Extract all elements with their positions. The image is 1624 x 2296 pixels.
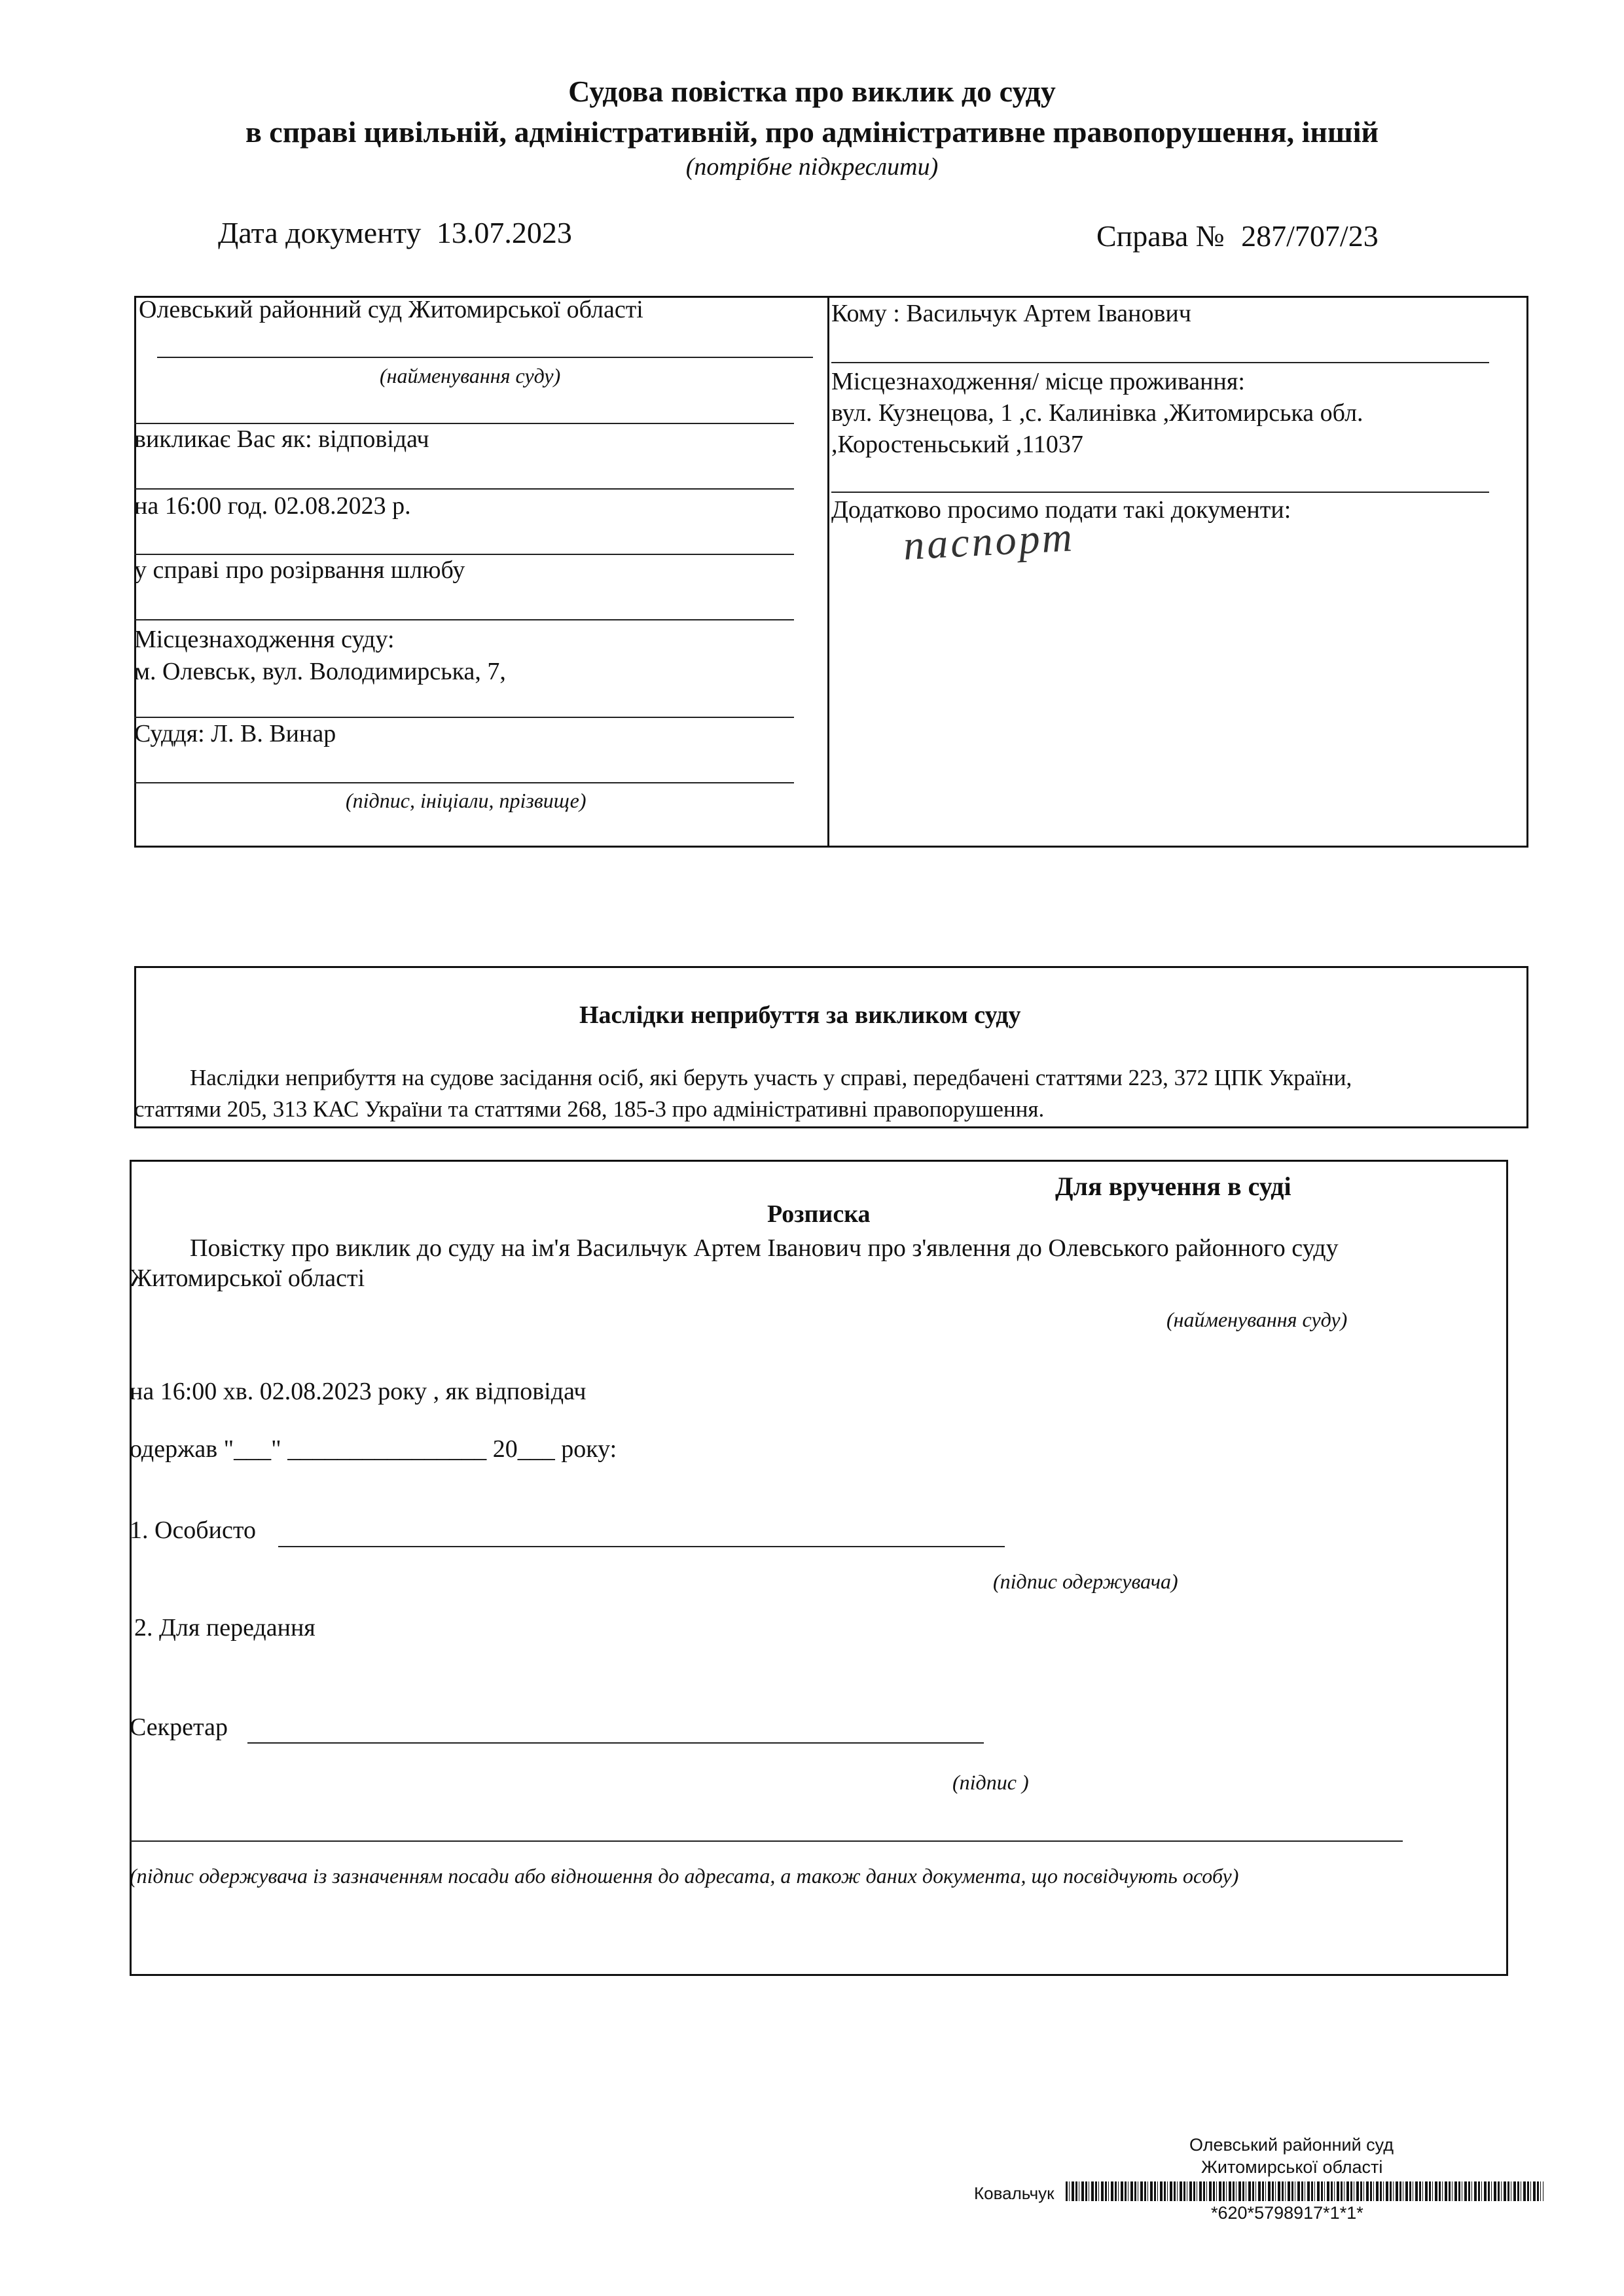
address-label: Місцезнаходження/ місце проживання: [831,368,1245,395]
receipt-line1: Повістку про виклик до суду на ім'я Васильчук Артем Іванович про з'явлення до Олевського районного суду [190,1234,1339,1262]
judge-underline [134,782,794,783]
receipt-court-caption: (найменування суду) [1166,1308,1348,1331]
title-note: (потрібне підкреслити) [685,153,939,181]
consequences-line2: статтями 205, 313 КАС України та статтями 268, 185-3 про адміністративні правопорушення. [134,1096,1045,1122]
court-caption: (найменування суду) [380,364,561,387]
judge-caption: (підпис, ініціали, прізвище) [346,789,586,812]
delivery-note: Для вручення в суді [1055,1172,1291,1201]
case-number [1096,219,1379,254]
case-subject: у справі про розірвання шлюбу [134,556,465,584]
extra-docs-label: Додатково просимо подати такі документи: [831,496,1291,524]
personally-label: 1. Особисто [130,1516,256,1544]
time-underline [134,554,794,555]
receipt-title: Розписка [767,1200,871,1228]
summons-as: викликає Вас як: відповідач [134,425,429,453]
document-title-line1: Судова повістка про виклик до суду [568,75,1056,108]
footer-signature-line[interactable] [130,1840,1403,1842]
received-line: одержав "___" ________________ 20___ року: [130,1435,617,1463]
summons-underline [134,488,794,490]
transfer-label: 2. Для передання [134,1614,316,1641]
hearing-time: на 16:00 год. 02.08.2023 р. [134,492,411,520]
consequences-title: Наслідки неприбуття за викликом суду [579,1001,1021,1029]
court-name-underline [157,357,813,358]
judge: Суддя: Л. В. Винар [134,720,336,747]
document-title-line2: в справі цивільній, адміністративній, про адміністративне правопорушення, іншій [245,115,1379,149]
receipt-time-line: на 16:00 хв. 02.08.2023 року , як відповідач [130,1378,586,1405]
address-line1: вул. Кузнецова, 1 ,с. Калинівка ,Житомирська обл. [831,399,1363,427]
personally-signature-line[interactable] [278,1546,1005,1547]
court-location-label: Місцезнаходження суду: [134,626,395,653]
clerk-name: Ковальчук [974,2183,1055,2203]
handwritten-note: паспорт [902,513,1076,569]
address-line2: ,Коростеньський ,11037 [831,431,1083,458]
location-underline [134,717,794,718]
recipient-signature-caption: (підпис одержувача) [993,1570,1178,1593]
case-label: Справа № [1096,219,1225,253]
date-value: 13.07.2023 [436,216,572,249]
summons-box-divider [827,296,829,848]
date-label: Дата документу [218,216,422,249]
subject-underline [134,619,794,620]
footer-caption: (підпис одержувача із зазначенням посади або відношення до адресата, а також даних документа, що посвідчують особу) [130,1864,1239,1888]
caption-underline [134,423,794,424]
receipt-line2: Житомирської області [130,1265,365,1292]
case-value: 287/707/23 [1241,219,1379,253]
recipient-underline [831,362,1489,363]
stamp-line2: Житомирської області [1201,2157,1383,2177]
secretary-signature-line[interactable] [247,1742,984,1744]
stamp-line1: Олевський районний суд [1189,2135,1394,2155]
barcode [1066,2181,1543,2201]
consequences-line1: Наслідки неприбуття на судове засідання осіб, які беруть участь у справі, передбачені статтями 223, 372 ЦПК України, [190,1065,1352,1090]
secretary-label: Секретар [130,1713,228,1741]
court-location-value: м. Олевськ, вул. Володимирська, 7, [134,658,506,685]
document-date [218,216,572,251]
barcode-text: *620*5798917*1*1* [1211,2203,1363,2223]
address-underline [831,492,1489,493]
recipient: Кому : Васильчук Артем Іванович [831,300,1191,327]
court-name: Олевський районний суд Житомирської області [139,296,643,323]
signature-caption: (підпис ) [952,1770,1029,1794]
